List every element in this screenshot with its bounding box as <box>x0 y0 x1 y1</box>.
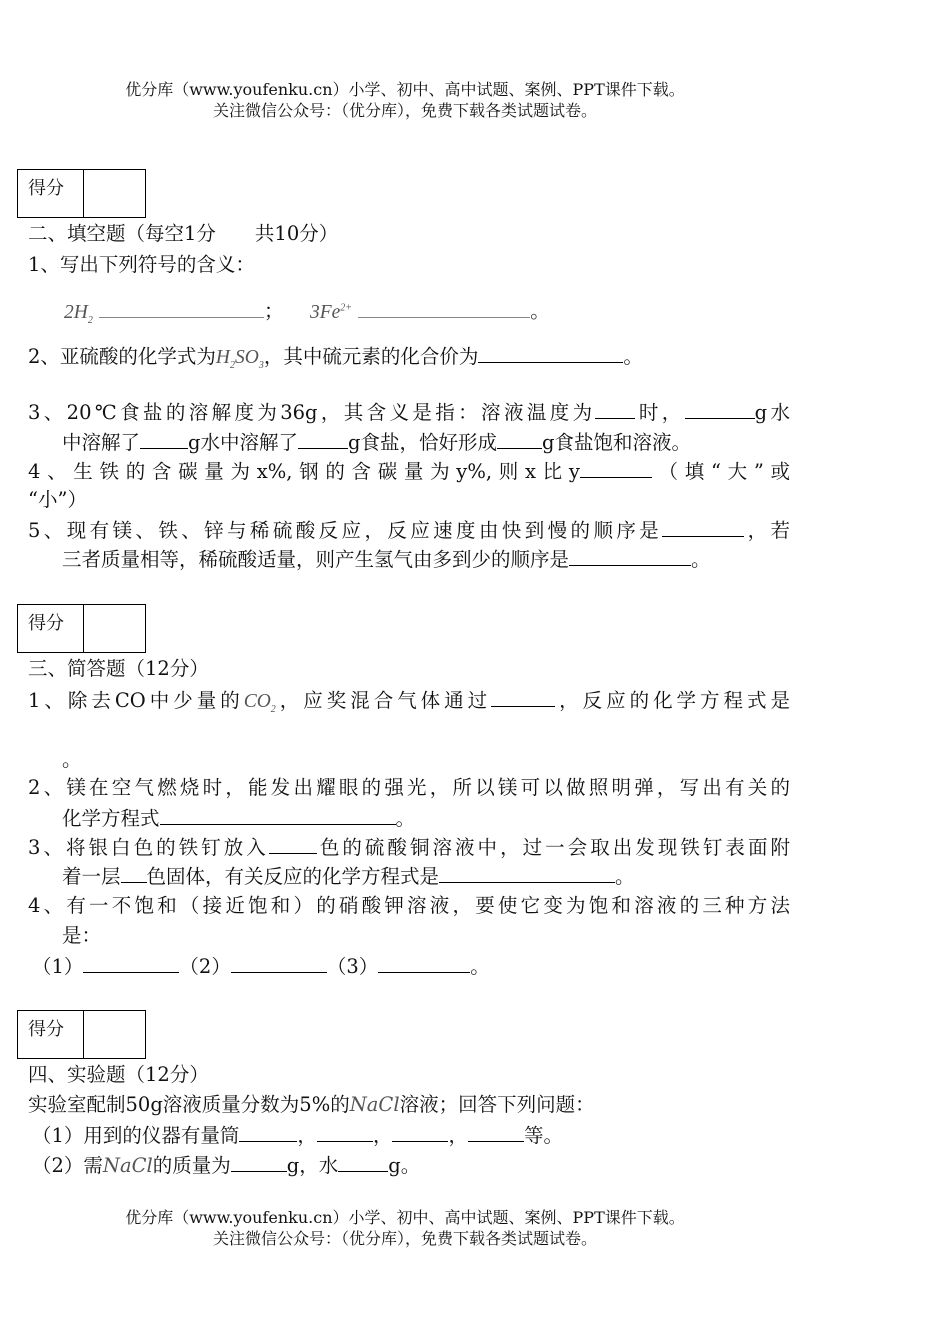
blank-answer[interactable] <box>99 297 264 318</box>
s2-q1-formulas: $2H_2$ ； $3Fe^{2+}$ 。 <box>64 294 826 334</box>
blank-answer[interactable] <box>392 1121 448 1142</box>
blank-answer[interactable] <box>491 686 555 707</box>
s4-intro: 实验室配制50g溶液质量分数为5%的NaCl溶液；回答下列问题： <box>28 1093 595 1116</box>
header-line-2: 关注微信公众号：（优分库），免费下载各类试题试卷。 <box>212 101 597 120</box>
footer-line-1: 优分库（www.youfenku.cn）小学、初中、高中试题、案例、PPT课件下载。 <box>125 1208 685 1227</box>
section-4-title: 四、实验题（12分） <box>28 1063 209 1086</box>
blank-answer[interactable] <box>580 457 652 478</box>
s2-q5-line1: 5、现有镁、铁、锌与稀硫酸反应，反应速度由快到慢的顺序是 ，若 <box>28 516 790 545</box>
formula-2h2: $2H_2$ <box>64 301 93 326</box>
s3-q2-line2: 化学方程式 。 <box>62 804 790 833</box>
blank-answer[interactable] <box>685 398 755 419</box>
s3-q1-end: 。 <box>62 748 82 771</box>
blank-answer[interactable] <box>497 428 542 449</box>
s2-q4-line2: “小”） <box>28 488 87 511</box>
s3-q4-line2: 是： <box>62 924 102 947</box>
s3-q1: 1、除去CO中少量的$CO_2$，应奖混合气体通过 ，反应的化学方程式是 <box>28 686 790 724</box>
formula-co2: $CO_2$ <box>243 691 276 715</box>
s3-q4-methods: （1） （2） （3） 。 <box>32 952 794 981</box>
blank-answer[interactable] <box>231 952 327 973</box>
blank-answer[interactable] <box>160 804 396 825</box>
s3-q2-line1: 2、镁在空气燃烧时，能发出耀眼的强光，所以镁可以做照明弹，写出有关的 <box>28 776 790 799</box>
blank-answer[interactable] <box>439 862 615 883</box>
s3-q4-line1: 4、有一不饱和（接近饱和）的硝酸钾溶液，要使它变为饱和溶液的三种方法 <box>28 894 790 917</box>
blank-answer[interactable] <box>121 862 147 883</box>
blank-answer[interactable] <box>298 428 348 449</box>
score-box <box>17 604 146 653</box>
s3-q3-line2: 着一层 色固体，有关反应的化学方程式是 。 <box>62 862 790 891</box>
blank-answer[interactable] <box>317 1121 373 1142</box>
score-label: 得分 <box>18 605 84 652</box>
score-box <box>17 1010 146 1059</box>
score-label: 得分 <box>18 170 84 217</box>
s2-q1: 1、写出下列符号的含义： <box>28 253 255 276</box>
s4-q1: （1）用到的仪器有量筒 ， ， ， 等。 <box>32 1121 794 1150</box>
s2-q4-line1: 4、生铁的含碳量为x%,钢的含碳量为y%,则x比y （填“大”或 <box>28 457 790 486</box>
score-box <box>17 169 146 218</box>
blank-answer[interactable] <box>338 1151 388 1172</box>
formula-3fe2plus: $3Fe^{2+}$ <box>309 301 353 323</box>
formula-h2so3: $H_2SO_3$ <box>215 347 264 371</box>
s2-q3-line2: 中溶解了 g水中溶解了 g食盐，恰好形成 g食盐饱和溶液。 <box>62 428 790 457</box>
blank-answer[interactable] <box>140 428 188 449</box>
blank-answer[interactable] <box>83 952 179 973</box>
s2-q3-line1: 3、20℃食盐的溶解度为36g，其含义是指：溶液温度为 时， g水 <box>28 398 790 427</box>
s4-q2: （2）需NaCl的质量为 g，水 g。 <box>32 1151 794 1180</box>
blank-answer[interactable] <box>239 1121 297 1142</box>
blank-answer[interactable] <box>569 545 691 566</box>
s3-q3-line1: 3、将银白色的铁钉放入 色的硫酸铜溶液中，过一会取出发现铁钉表面附 <box>28 833 790 862</box>
blank-answer[interactable] <box>662 516 744 537</box>
blank-answer[interactable] <box>478 342 623 363</box>
footer-line-2: 关注微信公众号：（优分库），免费下载各类试题试卷。 <box>212 1229 597 1248</box>
blank-answer[interactable] <box>595 398 635 419</box>
blank-answer[interactable] <box>468 1121 524 1142</box>
blank-answer[interactable] <box>358 297 530 318</box>
header-line-1: 优分库（www.youfenku.cn）小学、初中、高中试题、案例、PPT课件下载。 <box>125 80 685 99</box>
section-2-title: 二、填空题（每空1分 共10分） <box>28 222 339 245</box>
score-label: 得分 <box>18 1011 84 1058</box>
blank-answer[interactable] <box>269 833 317 854</box>
blank-answer[interactable] <box>378 952 470 973</box>
s2-q5-line2: 三者质量相等，稀硫酸适量，则产生氢气由多到少的顺序是 。 <box>62 545 790 574</box>
blank-answer[interactable] <box>231 1151 287 1172</box>
s2-q2: 2、亚硫酸的化学式为$H_2SO_3$，其中硫元素的化合价为 。 <box>28 342 790 380</box>
section-3-title: 三、简答题（12分） <box>28 657 209 680</box>
